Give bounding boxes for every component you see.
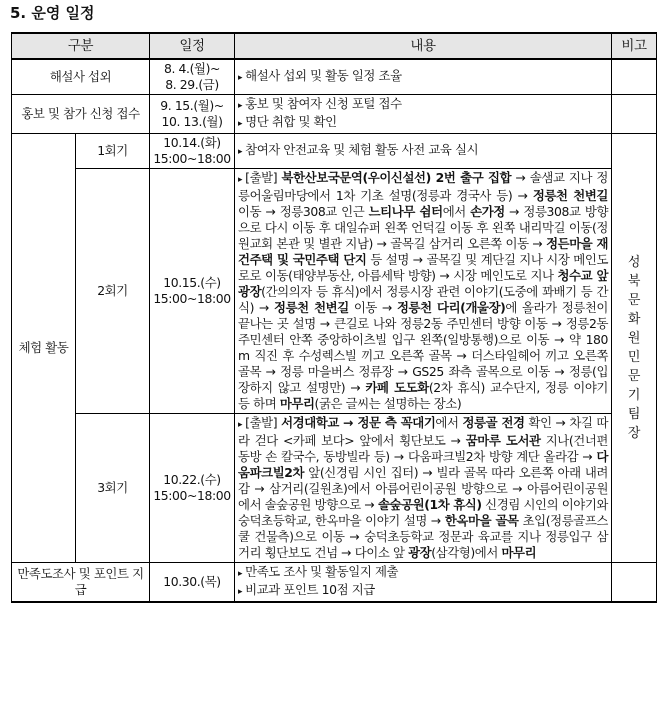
bullet-icon: ▸ <box>238 587 243 597</box>
header-row <box>12 33 657 59</box>
category-cell: 홍보 및 참가 신청 접수 <box>12 95 150 134</box>
place-highlight: 청수교 앞 광장 <box>238 268 609 299</box>
content-cell <box>235 59 612 95</box>
list-item <box>238 582 608 600</box>
activity-group-cell: 체험 활동 <box>12 134 76 563</box>
route-text: 신경림 시인의 이야기와 숭덕초등학교, 한옥마을 이야기 설명 → <box>238 497 609 528</box>
date-line: 10. 13.(월) <box>161 114 223 129</box>
route-text: (간의의자 등 휴식)에서 정릉시장 관련 이야기(도중에 꽈배기 등 간식) → <box>238 284 609 315</box>
category-cell: 만족도조사 및 포인트 지급 <box>12 563 150 603</box>
note-cell <box>612 134 657 563</box>
route-text: 앞(신경림 시인 집터) → 빌라 골목 따라 오른쪽 아래 내려감 → 삼거리(길원초)에서 아름어린이공원 방향으로 → 아름어린이공원에서 솔숲공원 방향으로 → <box>238 465 609 512</box>
date-line: 15:00~18:00 <box>153 151 231 166</box>
place-highlight: 정든마을 재건주택 및 국민주택 단지 <box>238 236 609 267</box>
session-row <box>12 414 657 563</box>
place-highlight: 북한산보국문역(우이신설선) 2번 출구 집합 <box>281 170 512 185</box>
content-cell <box>235 169 612 414</box>
note-cell <box>612 59 657 95</box>
list-item <box>238 96 608 114</box>
route-text: 지나(건너편 동방 손 칼국수, 동방빌라 등) → 다움파크빌2차 방향 계단 올라감 → <box>238 433 609 464</box>
date-cell <box>150 59 235 95</box>
bullet-icon: ▸ <box>238 73 243 83</box>
header-date: 일정 <box>150 33 235 59</box>
list-item <box>238 564 608 582</box>
place-highlight: 정릉골 전경 <box>462 415 525 430</box>
bullet-icon: ▸ <box>238 175 243 185</box>
place-highlight: 서경대학교 → 정문 측 꼭대기 <box>281 415 436 430</box>
item-text: 비교과 포인트 10점 지급 <box>245 582 375 597</box>
list-item <box>238 68 608 86</box>
route-text: 이동 → 정릉308교 인근 <box>238 204 369 219</box>
place-highlight: 마무리 <box>501 545 537 560</box>
content-cell <box>235 134 612 169</box>
header-category: 구분 <box>12 33 150 59</box>
table-row <box>12 59 657 95</box>
bullet-icon: ▸ <box>238 101 243 111</box>
route-text: 에 올라가 정릉천이 끝나는 곳 설명 → 큰길로 나와 정릉2동 주민센터 방향 이동 → 정릉2동 주민센터 안쪽 중앙하이츠빌 입구 왼쪽(일방통행)으로 이동 → 약 180m 직진 후 수성렉스빌 끼고 오른쪽 골목 → 더스타일헤어 끼고 오른쪽 골목 → 정릉 마을버스 정류장 → GS25 좌측 골목으로 이동 → 정릉(입장하지 않고 설명만) → <box>238 300 609 395</box>
date-line: 15:00~18:00 <box>153 488 231 503</box>
route-text: [출발] <box>245 415 282 430</box>
section-title: 5. 운영 일정 <box>10 4 95 22</box>
date-line: 10.22.(수) <box>163 472 221 487</box>
route-text: 참여자 안전교육 및 체험 활동 사전 교육 실시 <box>245 142 479 157</box>
route-text: 확인 → 차길 따라 걷다 <카페 보다> 앞에서 횡단보도 → <box>238 415 609 448</box>
table-row <box>12 563 657 603</box>
date-line: 10.14.(화) <box>163 135 221 150</box>
bullet-icon: ▸ <box>238 420 243 430</box>
schedule-table <box>11 32 657 603</box>
session-name: 3회기 <box>76 414 150 563</box>
place-highlight: 느티나무 쉼터 <box>368 204 443 219</box>
note-cell <box>612 95 657 134</box>
date-cell <box>150 134 235 169</box>
session-row <box>12 169 657 414</box>
place-highlight: 손가정 <box>470 204 505 219</box>
date-line: 8. 29.(금) <box>165 77 219 92</box>
route-text: (삼각형)에서 <box>431 545 502 560</box>
place-highlight: 정릉천 천변길 <box>532 188 609 203</box>
item-text: 홍보 및 참여자 신청 포털 접수 <box>245 96 402 111</box>
route-text: 초입(정릉골프스쿨 건물측)으로 이동 → 숭덕초등학교 정문과 육교를 지나 정릉입구 삼거리 횡단보도 건넘 → 다이소 앞 <box>238 513 609 560</box>
route-text: 에서 <box>435 415 463 430</box>
route-text: (굵은 글씨는 설명하는 장소) <box>314 396 462 411</box>
route-text: 등 설명 → 골목길 및 계단길 지나 시장 메인도로로 이동(태양부동산, 아름세탁 방향) → 시장 메인도로 지나 <box>238 252 609 283</box>
table-row <box>12 95 657 134</box>
place-highlight: 정릉천 천변길 <box>274 300 349 315</box>
date-line: 9. 15.(월)~ <box>160 98 224 113</box>
place-highlight: 카페 도도화 <box>365 380 429 395</box>
place-highlight: 다움파크빌2차 <box>238 449 609 480</box>
route-text: 에서 <box>442 204 471 219</box>
header-note: 비고 <box>612 33 657 59</box>
place-highlight: 마무리 <box>279 396 315 411</box>
bullet-icon: ▸ <box>238 147 243 157</box>
session-name: 1회기 <box>76 134 150 169</box>
route-text: → 정릉308교 방향으로 다시 이동 후 대일슈퍼 왼쪽 언덕길 이동 후 왼쪽 내리막길 이동(정원교회 본관 및 별관 지남) → 골목길 삼거리 오른쪽 이동 → <box>238 204 609 251</box>
session-row <box>12 134 657 169</box>
place-highlight: 정릉천 다리(개울장) <box>396 300 506 315</box>
date-line: 10.15.(수) <box>163 275 221 290</box>
item-text: 명단 취합 및 확인 <box>245 114 337 129</box>
route-text: (2차 휴식) 교수단지, 정릉 이야기 등 하며 <box>238 380 609 411</box>
date-cell <box>150 169 235 414</box>
place-highlight: 한옥마을 골목 <box>444 513 519 528</box>
header-content: 내용 <box>235 33 612 59</box>
list-item <box>238 114 608 132</box>
place-highlight: 꿈마루 도서관 <box>465 433 541 448</box>
content-cell <box>235 95 612 134</box>
note-cell <box>612 563 657 603</box>
category-cell: 해설사 섭외 <box>12 59 150 95</box>
note-text: 성북문화원 민문기팀장 <box>627 255 641 441</box>
bullet-icon: ▸ <box>238 119 243 129</box>
session-name: 2회기 <box>76 169 150 414</box>
date-line: 8. 4.(월)~ <box>164 61 221 76</box>
bullet-icon: ▸ <box>238 569 243 579</box>
content-cell <box>235 563 612 603</box>
place-highlight: 솔숲공원(1차 휴식) <box>377 497 482 512</box>
item-text: 만족도 조사 및 활동일지 제출 <box>245 564 399 579</box>
date-cell <box>150 95 235 134</box>
content-cell <box>235 414 612 563</box>
route-text: [출발] <box>245 170 282 185</box>
date-line: 15:00~18:00 <box>153 291 231 306</box>
date-cell <box>150 414 235 563</box>
route-text: → 솔샘교 지나 정릉어울림마당에서 1차 기초 설명(정릉과 경국사 등) → <box>238 170 609 203</box>
item-text: 해설사 섭외 및 활동 일정 조율 <box>245 68 402 83</box>
route-text: 이동 → <box>348 300 397 315</box>
date-cell: 10.30.(목) <box>150 563 235 603</box>
place-highlight: 광장 <box>408 545 432 560</box>
